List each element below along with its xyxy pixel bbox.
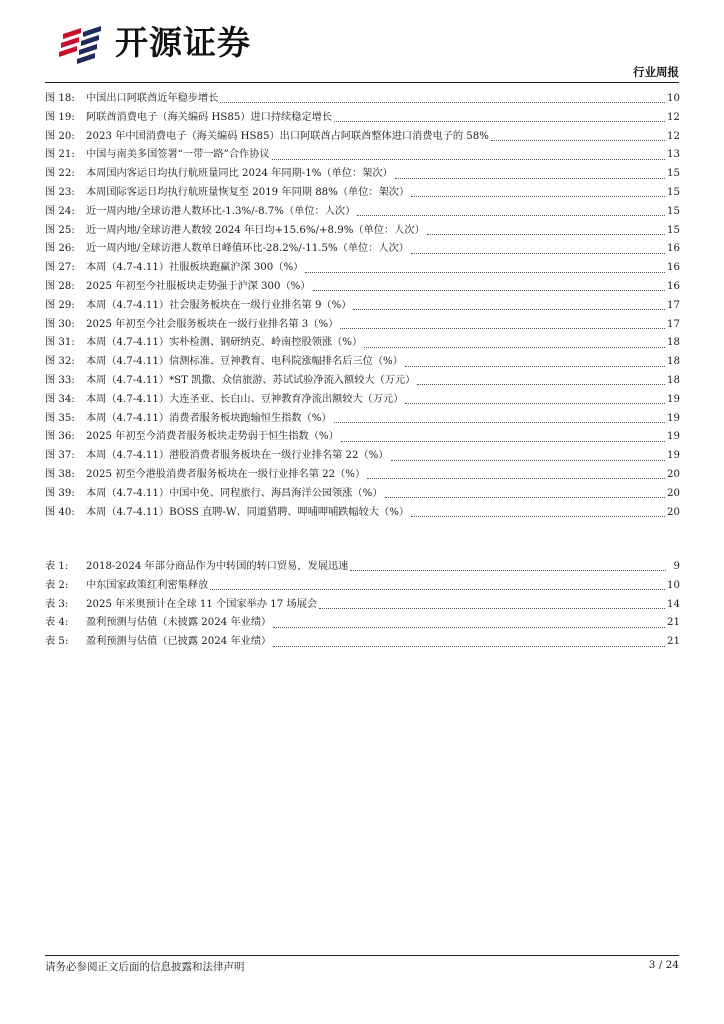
company-logo — [57, 20, 251, 66]
figure-title: 2025 初至今港股消费者服务板块在一级行业排名第 22（%） — [86, 468, 366, 480]
figure-entry[interactable] — [45, 485, 680, 504]
figure-entry[interactable] — [45, 146, 680, 165]
figure-title: 本周（4.7-4.11）社会服务板块在一级行业排名第 9（%） — [86, 299, 352, 311]
figure-label: 图 22: — [45, 168, 75, 180]
table-entry[interactable] — [45, 577, 680, 596]
figure-page: 15 — [667, 224, 680, 236]
figure-label: 图 36: — [45, 431, 75, 443]
figure-dot-leader — [334, 120, 665, 122]
table-title: 盈利预测与估值（已披露 2024 年业绩） — [86, 636, 272, 648]
figure-label: 图 40: — [45, 506, 75, 518]
figure-label: 图 26: — [45, 243, 75, 255]
figure-title: 2025 年初至今社会服务板块在一级行业排名第 3（%） — [86, 318, 339, 330]
header-divider — [45, 82, 679, 83]
figure-entry[interactable] — [45, 428, 680, 447]
table-entry[interactable] — [45, 614, 680, 633]
figure-entry[interactable] — [45, 334, 680, 353]
footer-divider — [45, 955, 679, 956]
table-page: 21 — [667, 636, 680, 648]
figure-page: 18 — [667, 356, 680, 368]
figure-title: 2025 年初至今消费者服务板块走势弱于恒生指数（%） — [86, 431, 339, 443]
table-entry[interactable] — [45, 558, 680, 577]
figure-page: 17 — [667, 299, 680, 311]
table-page: 10 — [667, 579, 680, 591]
figure-label: 图 37: — [45, 450, 75, 462]
figure-entry[interactable] — [45, 278, 680, 297]
figure-entry[interactable] — [45, 109, 680, 128]
table-label: 表 1: — [45, 561, 69, 572]
figure-page: 12 — [667, 130, 680, 142]
figure-label: 图 23: — [45, 186, 75, 198]
table-dot-leader — [273, 626, 665, 628]
figure-page: 13 — [667, 149, 680, 161]
figure-title: 本周（4.7-4.11）社服板块跑赢沪深 300（%） — [86, 262, 304, 274]
figure-title: 近一周内地/全球访港人数较 2024 年日均+15.6%/+8.9%（单位：人次） — [86, 224, 425, 236]
figure-page: 10 — [667, 93, 680, 104]
table-label: 表 5: — [45, 636, 69, 648]
figure-entry[interactable] — [45, 222, 680, 241]
figure-page: 20 — [667, 506, 680, 518]
figure-title: 本周（4.7-4.11）中国中免、同程旅行、海昌海洋公园领涨（%） — [86, 487, 383, 499]
table-label: 表 4: — [45, 617, 69, 629]
page-header — [0, 0, 724, 90]
figure-label: 图 33: — [45, 374, 75, 386]
figure-page: 16 — [667, 243, 680, 255]
figure-title: 本周（4.7-4.11）信测标准、豆神教育、电科院涨幅排名后三位（%） — [86, 356, 403, 368]
figure-label: 图 34: — [45, 393, 75, 405]
figure-dot-leader — [411, 252, 665, 254]
figure-entry[interactable] — [45, 316, 680, 335]
figure-dot-leader — [405, 402, 665, 404]
table-page: 14 — [667, 598, 680, 610]
figure-label: 图 30: — [45, 318, 75, 330]
figure-title: 本周（4.7-4.11）港股消费者服务板块在一级行业排名第 22（%） — [86, 450, 389, 462]
figure-label: 图 20: — [45, 130, 75, 142]
figure-entry[interactable] — [45, 504, 680, 523]
table-entry[interactable] — [45, 633, 680, 652]
figure-page: 15 — [667, 205, 680, 217]
figure-page: 18 — [667, 337, 680, 349]
figure-dot-leader — [334, 421, 665, 423]
table-dot-leader — [210, 588, 665, 590]
figure-title: 中国出口阿联酋近年稳步增长 — [86, 93, 219, 104]
table-title: 盈利预测与估值（未披露 2024 年业绩） — [86, 617, 272, 629]
figure-page: 19 — [667, 431, 680, 443]
table-entry[interactable] — [45, 596, 680, 615]
figure-title: 本周（4.7-4.11）大连圣亚、长白山、豆神教育净流出额较大（万元） — [86, 393, 404, 405]
table-dot-leader — [350, 569, 666, 571]
figure-entry[interactable] — [45, 203, 680, 222]
figure-entry[interactable] — [45, 184, 680, 203]
kaiyuan-logo-icon — [57, 20, 109, 66]
table-page: 9 — [673, 561, 680, 572]
table-dot-leader — [319, 607, 665, 609]
figure-dot-leader — [411, 195, 665, 197]
figure-page: 16 — [667, 262, 680, 274]
figure-entry[interactable] — [45, 297, 680, 316]
figure-label: 图 27: — [45, 262, 75, 274]
figure-entry[interactable] — [45, 447, 680, 466]
figure-label: 图 28: — [45, 280, 75, 292]
table-title: 2025 年米奥预计在全球 11 个国家举办 17 场展会 — [86, 598, 318, 610]
figure-dot-leader — [220, 101, 665, 103]
figure-title: 近一周内地/全球访港人数单日峰值环比-28.2%/-11.5%（单位：人次） — [86, 243, 409, 255]
figure-label: 图 19: — [45, 111, 75, 123]
figure-entry[interactable] — [45, 391, 680, 410]
figure-entry[interactable] — [45, 372, 680, 391]
page-number: 3 / 24 — [648, 959, 679, 971]
figure-label: 图 31: — [45, 337, 75, 349]
table-index — [45, 558, 680, 652]
figure-entry[interactable] — [45, 466, 680, 485]
figure-dot-leader — [391, 459, 666, 461]
figure-dot-leader — [353, 308, 665, 310]
document-type: 行业周报 — [633, 65, 679, 79]
figure-title: 本周（4.7-4.11）消费者服务板块跑输恒生指数（%） — [86, 412, 332, 424]
figure-entry[interactable] — [45, 128, 680, 147]
figure-title: 本周（4.7-4.11）实朴检测、钢研纳克、岭南控股领涨（%） — [86, 337, 363, 349]
figure-dot-leader — [417, 383, 665, 385]
figure-entry[interactable] — [45, 259, 680, 278]
figure-entry[interactable] — [45, 353, 680, 372]
figure-page: 12 — [667, 111, 680, 123]
figure-page: 18 — [667, 374, 680, 386]
figure-dot-leader — [305, 271, 665, 273]
figure-title: 2025 年初至今社服板块走势强于沪深 300（%） — [86, 280, 311, 292]
figure-dot-leader — [341, 440, 665, 442]
figure-entry[interactable] — [45, 410, 680, 429]
figure-entry[interactable] — [45, 90, 680, 109]
figure-entry[interactable] — [45, 165, 680, 184]
figure-title: 中国与南美多国签署“一带一路”合作协议 — [86, 149, 270, 161]
figure-title: 近一周内地/全球访港人数环比-1.3%/-8.7%（单位：人次） — [86, 205, 356, 217]
figure-page: 19 — [667, 393, 680, 405]
figure-dot-leader — [340, 327, 665, 329]
figure-label: 图 32: — [45, 356, 75, 368]
figure-label: 图 39: — [45, 487, 75, 499]
figure-entry[interactable] — [45, 240, 680, 259]
table-dot-leader — [273, 645, 665, 647]
figure-page: 16 — [667, 280, 680, 292]
table-label: 表 2: — [45, 579, 69, 591]
figure-page: 15 — [667, 186, 680, 198]
table-title: 中东国家政策红利密集释放 — [86, 579, 209, 591]
figure-dot-leader — [411, 515, 665, 517]
figure-dot-leader — [491, 139, 665, 141]
figure-page: 20 — [667, 487, 680, 499]
figure-dot-leader — [385, 496, 666, 498]
figure-dot-leader — [357, 214, 665, 216]
figure-dot-leader — [427, 233, 665, 235]
figure-label: 图 24: — [45, 205, 75, 217]
brand-name: 开源证券 — [115, 23, 251, 62]
figure-page: 15 — [667, 168, 680, 180]
figure-dot-leader — [367, 477, 665, 479]
figure-label: 图 25: — [45, 224, 75, 236]
figure-page: 17 — [667, 318, 680, 330]
figure-title: 本周国际客运日均执行航班量恢复至 2019 年同期 88%（单位：架次） — [86, 186, 410, 198]
figure-label: 图 18: — [45, 93, 75, 104]
figure-dot-leader — [395, 177, 665, 179]
figure-title: 本周（4.7-4.11）BOSS 直聘-W、同道猎聘、呷哺呷哺跌幅较大（%） — [86, 506, 410, 518]
figure-dot-leader — [364, 346, 665, 348]
figure-page: 19 — [667, 450, 680, 462]
table-page: 21 — [667, 617, 680, 629]
table-title: 2018-2024 年部分商品作为中转国的转口贸易，发展迅速 — [86, 561, 349, 572]
figure-label: 图 38: — [45, 468, 75, 480]
figure-title: 阿联酋消费电子（海关编码 HS85）进口持续稳定增长 — [86, 111, 333, 123]
footer-disclaimer: 请务必参阅正文后面的信息披露和法律声明 — [45, 961, 245, 973]
figure-page: 19 — [667, 412, 680, 424]
figure-dot-leader — [313, 289, 666, 291]
figure-page: 20 — [667, 468, 680, 480]
figure-label: 图 35: — [45, 412, 75, 424]
figure-title: 本周（4.7-4.11）*ST 凯撒、众信旅游、苏试试验净流入额较大（万元） — [86, 374, 416, 386]
table-label: 表 3: — [45, 598, 69, 610]
figure-label: 图 21: — [45, 149, 75, 161]
figure-title: 本周国内客运日均执行航班量同比 2024 年同期-1%（单位：架次） — [86, 168, 393, 180]
figure-title: 2023 年中国消费电子（海关编码 HS85）出口阿联酋占阿联酋整体进口消费电子的 58% — [86, 130, 489, 142]
figure-index — [45, 90, 680, 522]
figure-dot-leader — [405, 365, 665, 367]
figure-dot-leader — [272, 158, 665, 160]
figure-label: 图 29: — [45, 299, 75, 311]
